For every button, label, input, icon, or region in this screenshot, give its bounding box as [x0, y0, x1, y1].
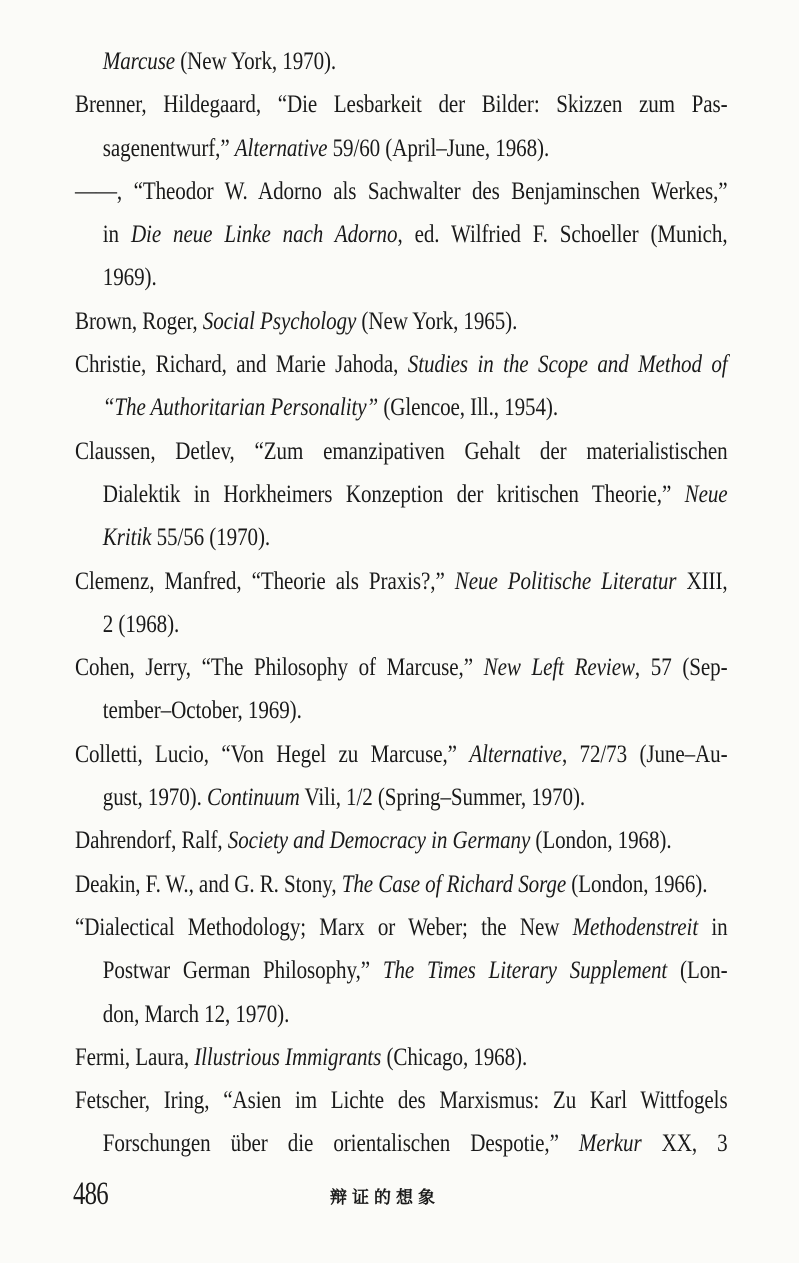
- roman-run: XIII,: [676, 567, 728, 595]
- roman-run: Colletti, Lucio, “Von Hegel zu Marcuse,”: [75, 740, 470, 768]
- roman-run: Deakin, F. W., and G. R. Stony,: [75, 870, 342, 898]
- bibliography-line: [75, 300, 728, 343]
- bibliography-line: [75, 386, 728, 429]
- bibliography-line: [75, 213, 728, 256]
- roman-run: Brenner, Hildegaard, “Die Lesbarkeit der Bilder: Skizzen zum Pas-: [75, 91, 728, 119]
- italic-run: Neue Politische Literatur: [454, 567, 677, 595]
- italic-run: Die neue Linke nach Adorno: [130, 221, 398, 249]
- roman-run: (Glencoe, Ill., 1954).: [378, 394, 559, 422]
- bibliography-line: [75, 1122, 728, 1165]
- roman-run: Dialektik in Horkheimers Konzeption der kritischen Theorie,”: [102, 480, 685, 508]
- bibliography-line: [75, 83, 728, 126]
- roman-run: Cohen, Jerry, “The Philosophy of Marcuse,”: [75, 654, 484, 682]
- roman-run: Forschungen über die orientalischen Despotie,”: [102, 1130, 579, 1158]
- roman-run: sagenentwurf,”: [102, 134, 235, 162]
- roman-run: (New York, 1970).: [175, 48, 337, 75]
- roman-run: Clemenz, Manfred, “Theorie als Praxis?,”: [75, 567, 455, 595]
- italic-run: Alternative: [234, 134, 328, 162]
- roman-run: (London, 1966).: [566, 870, 708, 898]
- roman-run: , ed. Wilfried F. Schoeller (Munich,: [397, 221, 728, 249]
- bibliography-line: [75, 473, 728, 516]
- italic-run: Kritik: [102, 524, 152, 552]
- italic-run: Society and Democracy in Germany: [227, 827, 531, 855]
- roman-run: Postwar German Philosophy,”: [102, 957, 383, 985]
- roman-run: in: [102, 221, 131, 249]
- italic-run: Continuum: [206, 784, 300, 812]
- bibliography-line: [75, 689, 728, 732]
- bibliography-line: [75, 776, 728, 819]
- bibliography-line: [75, 343, 728, 386]
- roman-run: Claussen, Detlev, “Zum emanzipativen Gehalt der materialistischen: [75, 437, 728, 465]
- roman-run: “Dialectical Methodology; Marx or Weber; the New: [75, 913, 573, 941]
- roman-run: 59/60 (April–June, 1968).: [327, 134, 550, 162]
- bibliography-line: [75, 993, 728, 1036]
- roman-run: Vili, 1/2 (Spring–Summer, 1970).: [299, 784, 586, 812]
- bibliography-line: [75, 863, 728, 906]
- italic-run: Neue: [684, 480, 728, 508]
- italic-run: The Times Literary Supplement: [382, 957, 668, 985]
- bibliography-line: [75, 906, 728, 949]
- italic-run: Social Psychology: [202, 307, 357, 335]
- bibliography-line: [75, 819, 728, 862]
- roman-run: 2 (1968).: [102, 610, 180, 638]
- bibliography-line: [75, 256, 728, 299]
- italic-run: Merkur: [578, 1130, 642, 1158]
- roman-run: , 57 (Sep-: [634, 654, 728, 682]
- italic-run: Marcuse: [102, 48, 176, 75]
- bibliography-line: [75, 733, 728, 776]
- roman-run: Fetscher, Iring, “Asien im Lichte des Marxismus: Zu Karl Wittfogels: [75, 1087, 728, 1115]
- italic-run: New Left Review: [483, 654, 635, 682]
- roman-run: Dahrendorf, Ralf,: [75, 827, 228, 855]
- bibliography-line: [75, 516, 728, 559]
- bibliography-line: [75, 127, 728, 170]
- page-number: 486: [73, 1176, 108, 1212]
- roman-run: XX, 3: [641, 1130, 728, 1158]
- italic-run: The Case of Richard Sorge: [341, 870, 567, 898]
- roman-run: 55/56 (1970).: [151, 524, 271, 552]
- roman-run: Christie, Richard, and Marie Jahoda,: [75, 351, 408, 379]
- roman-run: (London, 1968).: [530, 827, 672, 855]
- roman-run: Brown, Roger,: [75, 307, 203, 335]
- roman-run: , 72/73 (June–Au-: [561, 740, 728, 768]
- roman-run: (New York, 1965).: [356, 307, 518, 335]
- italic-run: “The Authoritarian Personality”: [102, 394, 379, 422]
- italic-run: Alternative: [469, 740, 562, 768]
- roman-run: don, March 12, 1970).: [102, 1000, 290, 1028]
- roman-run: (Lon-: [667, 957, 728, 985]
- roman-run: in: [698, 913, 728, 941]
- italic-run: Studies in the Scope and Method of: [407, 351, 728, 379]
- bibliography-line: [75, 430, 728, 473]
- italic-run: Illustrious Immigrants: [194, 1043, 382, 1071]
- bibliography-line: [75, 1079, 728, 1122]
- italic-run: Methodenstreit: [572, 913, 699, 941]
- roman-run: (Chicago, 1968).: [381, 1043, 528, 1071]
- bibliography-line: [75, 560, 728, 603]
- bibliography-line: [75, 170, 728, 213]
- bibliography-line: [75, 40, 728, 83]
- bibliography-line: [75, 1036, 728, 1079]
- roman-run: gust, 1970).: [102, 784, 207, 812]
- roman-run: ——, “Theodor W. Adorno als Sachwalter des Benjaminschen Werkes,”: [75, 177, 728, 205]
- running-title: 辩证的想象: [330, 1188, 440, 1207]
- bibliography-line: [75, 646, 728, 689]
- bibliography: [75, 40, 728, 1166]
- bibliography-line: [75, 949, 728, 992]
- roman-run: tember–October, 1969).: [102, 697, 302, 725]
- roman-run: 1969).: [102, 264, 157, 292]
- roman-run: Fermi, Laura,: [75, 1043, 195, 1071]
- bibliography-line: [75, 603, 728, 646]
